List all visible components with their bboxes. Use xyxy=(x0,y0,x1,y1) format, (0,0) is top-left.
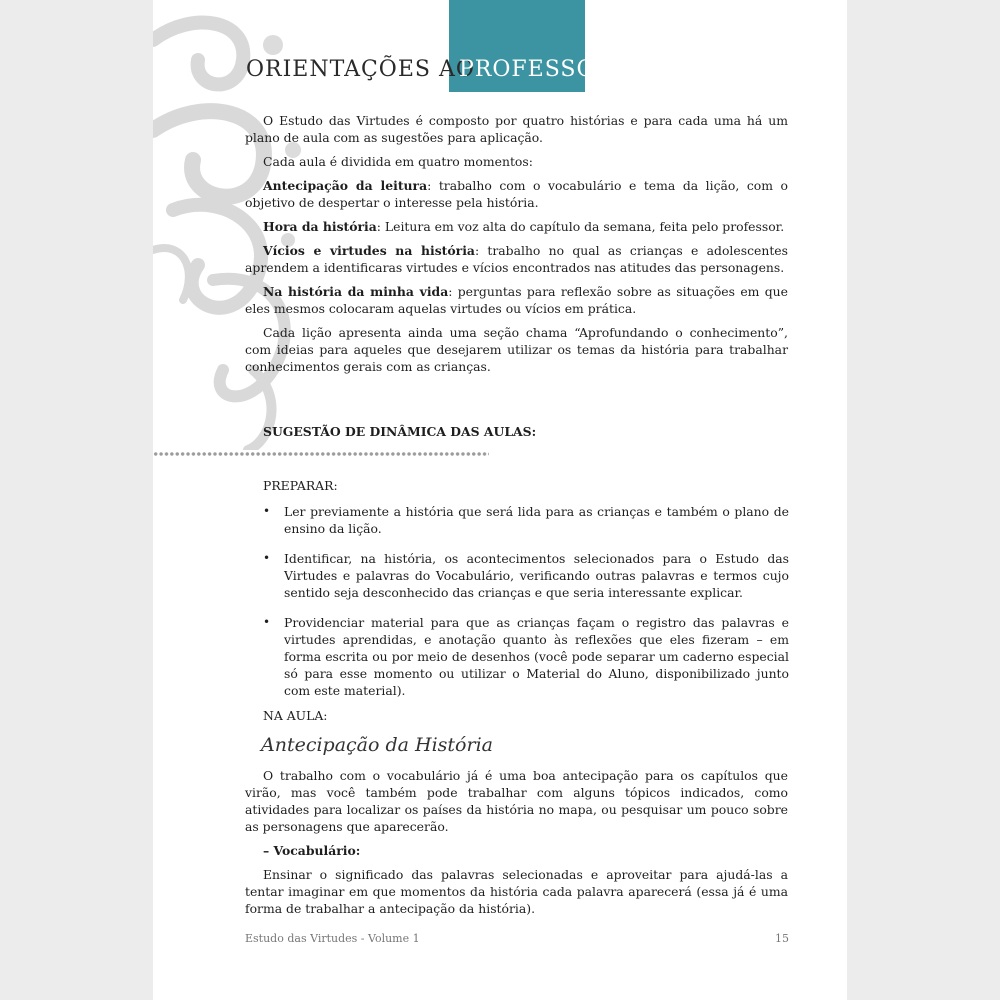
vocabulary-label: – Vocabulário: xyxy=(263,843,361,858)
list-item-text: Identificar, na história, os acontecimentos selecionados para o Estudo das Virtudes e palavras do Vocabulário, verificando outras palavras e termos cujo sentido seja desconhecido das crianças e que seria interessante explicar. xyxy=(284,551,789,600)
title-accent: PROFESSOR xyxy=(459,57,614,82)
moment-text: : trabalho no qual as crianças e adolescentes aprendem a identificaras virtudes e vícios encontrados nas atitudes das personagens. xyxy=(245,243,788,275)
list-item xyxy=(263,550,789,601)
prepare-list xyxy=(263,503,789,712)
bullet-icon: • xyxy=(263,551,271,565)
moment-item xyxy=(245,218,788,235)
moment-text: : trabalho com o vocabulário e tema da lição, com o objetivo de despertar o interesse pela história. xyxy=(245,178,788,210)
moment-term: Antecipação da leitura xyxy=(263,178,428,193)
aula-paragraph: Ensinar o significado das palavras selecionadas e aproveitar para ajudá-las a tentar imaginar em que momentos da história cada palavra aparecerá (essa já é uma forma de trabalhar a antecipação da história). xyxy=(245,867,788,916)
list-item xyxy=(263,614,789,699)
intro-section xyxy=(245,112,788,382)
moment-item xyxy=(245,177,788,211)
script-subheading: Antecipação da História xyxy=(261,734,493,756)
moment-item xyxy=(245,242,788,276)
page-title xyxy=(246,57,614,82)
aula-section xyxy=(245,767,788,924)
intro-paragraph: Cada aula é dividida em quatro momentos: xyxy=(263,154,533,169)
footer-title: Estudo das Virtudes - Volume 1 xyxy=(245,932,420,945)
list-item-text: Ler previamente a história que será lida para as crianças e também o plano de ensino da lição. xyxy=(284,504,789,536)
intro-paragraph: Cada lição apresenta ainda uma seção chama “Aprofundando o conhecimento”, com ideias para aqueles que desejarem utilizar os temas da história para trabalhar conhecimentos gerais com as crianças. xyxy=(245,325,788,374)
intro-paragraph: O Estudo das Virtudes é composto por quatro histórias e para cada uma há um plano de aula com as sugestões para aplicação. xyxy=(245,113,788,145)
page-number: 15 xyxy=(775,932,789,945)
aula-paragraph: O trabalho com o vocabulário já é uma boa antecipação para os capítulos que virão, mas você também pode trabalhar com alguns tópicos indicados, como atividades para localizar os países da história no mapa, ou pesquisar um pouco sobre as personagens que aparecerão. xyxy=(245,768,788,834)
document-page xyxy=(153,0,847,1000)
list-item xyxy=(263,503,789,537)
section-heading: SUGESTÃO DE DINÂMICA DAS AULAS: xyxy=(263,424,537,439)
moment-term: Vícios e virtudes na história xyxy=(263,243,475,258)
moment-text: : perguntas para reflexão sobre as situações em que eles mesmos colocaram aquelas virtudes ou vícios em prática. xyxy=(245,284,788,316)
bullet-icon: • xyxy=(263,615,271,629)
aula-label: NA AULA: xyxy=(263,708,328,723)
moment-item xyxy=(245,283,788,317)
list-item-text: Providenciar material para que as crianças façam o registro das palavras e virtudes aprendidas, e anotação quanto às reflexões que eles fizeram – em forma escrita ou por meio de desenhos (você pode separar um caderno especial só para esse momento ou utilizar o Material do Aluno, disponibilizado junto com este material). xyxy=(284,615,789,698)
dotted-divider xyxy=(153,450,489,458)
title-lead: ORIENTAÇÕES AO xyxy=(246,57,475,82)
prepare-label: PREPARAR: xyxy=(263,478,338,493)
moment-text: : Leitura em voz alta do capítulo da semana, feita pelo professor. xyxy=(376,219,785,234)
moment-term: Hora da história xyxy=(263,219,377,234)
bullet-icon: • xyxy=(263,504,271,518)
moment-term: Na história da minha vida xyxy=(263,284,449,299)
